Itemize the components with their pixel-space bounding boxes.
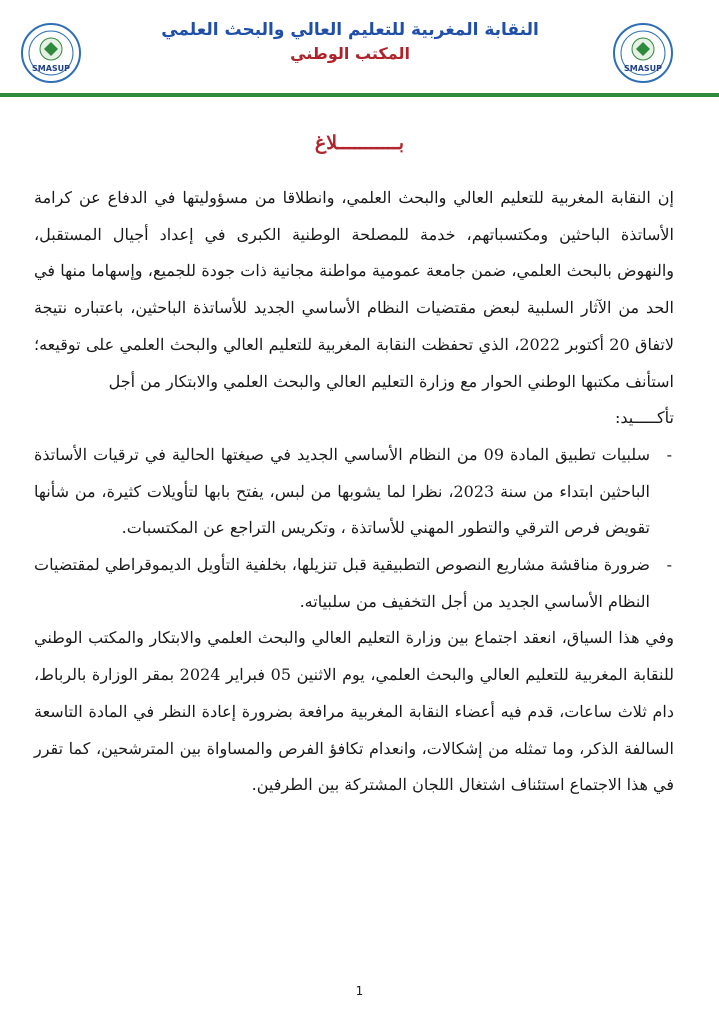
bullet-dash: - [666,444,672,464]
list-item [34,437,672,547]
bullet-list [34,437,674,621]
letterhead-titles [100,18,600,66]
union-name: النقابة المغربية للتعليم العالي والبحث العلمي [161,20,539,40]
union-logo-right [612,22,674,84]
letterhead [0,0,719,96]
bullet-dash: - [666,555,672,575]
page-number: 1 [355,984,364,998]
svg-text:SMASUP: SMASUP [623,64,663,73]
header-divider [0,93,719,97]
document-body [34,180,674,804]
emphasis-heading: تأكـــــيد: [615,408,674,428]
intro-paragraph: إن النقابة المغربية للتعليم العالي والبحث العلمي، وانطلاقا من مسؤوليتها في الدفاع عن كرامة الأساتذة الباحثين ومكتسباتهم، خدمة للمصلحة الوطنية الكبرى في إعداد أجيال المستقبل، والنهوض بالبحث العلمي، ضمن جامعة عمومية مواطنة مجانية ذات جودة للجميع، وإسهاما منها في الحد من الآثار السلبية لبعض مقتضيات النظام الأساسي الجديد للأساتذة الباحثين، باعتباره نتيجة لاتفاق 20 أكتوبر 2022، الذي تحفظت النقابة المغربية للتعليم العالي والبحث العلمي على توقيعه؛ استأنف مكتبها الوطني الحوار مع وزارة التعليم العالي والبحث العلمي والابتكار من أجل [34,188,675,391]
list-item [34,547,672,620]
svg-text:SMASUP: SMASUP [31,64,71,73]
document-title: بـــــــــــلاغ [314,132,405,154]
bullet-text: ضرورة مناقشة مشاريع النصوص التطبيقية قبل تنزيلها، بخلفية التأويل الديموقراطي لمقتضيات النظام الأساسي الجديد من أجل التخفيف من سلبياته. [34,555,650,611]
bullet-text: سلبيات تطبيق المادة 09 من النظام الأساسي الجديد في صيغتها الحالية في ترقيات الأساتذة الباحثين ابتداء من سنة 2023، نظرا لما يشوبها من لبس، يفتح بابها لتأويلات كثيرة، من شأنها تقويض فرص الترقي والتطور المهني للأساتذة ، وتكريس التراجع عن المكتسبات. [34,444,651,538]
union-logo-left [20,22,82,84]
closing-paragraph: وفي هذا السياق، انعقد اجتماع بين وزارة التعليم العالي والبحث العلمي والابتكار والمكتب الوطني للنقابة المغربية للتعليم العالي والبحث العلمي، يوم الاثنين 05 فبراير 2024 بمقر الوزارة بالرباط، دام ثلاث ساعات، قدم فيه أعضاء النقابة المغربية مرافعة بضرورة إعادة النظر في المادة التاسعة السالفة الذكر، وما تمثله من إشكالات، وانعدام تكافؤ الفرص والمساواة بين المترشحين، كما تقرر في هذا الاجتماع استئناف اشتغال اللجان المشتركة بين الطرفين. [34,628,675,795]
national-office: المكتب الوطني [290,44,410,63]
